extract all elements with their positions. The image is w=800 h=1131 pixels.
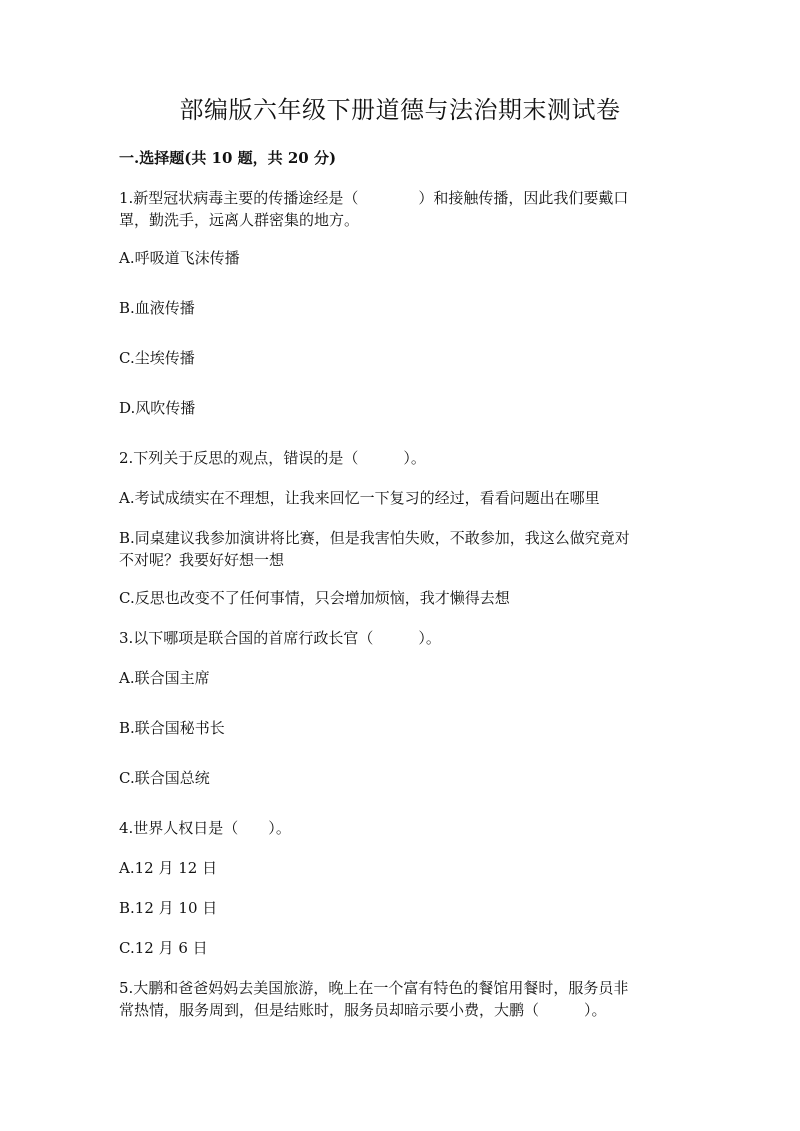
question-3-option-b: B.联合国秘书长 — [119, 719, 225, 737]
question-4-option-c: C.12 月 6 日 — [119, 939, 208, 957]
question-2-option-b-line-1: B.同桌建议我参加演讲将比赛，但是我害怕失败，不敢参加，我这么做究竟对 — [119, 529, 630, 547]
question-4-stem: 4.世界人权日是（ ）。 — [119, 819, 291, 837]
question-5-stem-line-2: 常热情，服务周到，但是结账时，服务员却暗示要小费，大鹏（ ）。 — [119, 1001, 607, 1019]
question-2-option-a: A.考试成绩实在不理想，让我来回忆一下复习的经过，看看问题出在哪里 — [119, 489, 600, 507]
question-1-option-b: B.血液传播 — [119, 299, 195, 317]
question-1-option-c: C.尘埃传播 — [119, 349, 195, 367]
question-4-option-a: A.12 月 12 日 — [119, 859, 218, 877]
question-1-option-a: A.呼吸道飞沫传播 — [119, 249, 240, 267]
question-3-option-c: C.联合国总统 — [119, 769, 210, 787]
question-1-stem-line-2: 罩，勤洗手，远离人群密集的地方。 — [119, 211, 360, 229]
page-title: 部编版六年级下册道德与法治期末测试卷 — [179, 96, 621, 124]
question-3-stem: 3.以下哪项是联合国的首席行政长官（ ）。 — [119, 629, 441, 647]
question-1-option-d: D.风吹传播 — [119, 399, 196, 417]
question-2-option-c: C.反思也改变不了任何事情，只会增加烦恼，我才懒得去想 — [119, 589, 510, 607]
question-2-option-b-line-2: 不对呢？我要好好想一想 — [119, 551, 285, 569]
question-3-option-a: A.联合国主席 — [119, 669, 210, 687]
section-heading: 一.选择题(共 10 题，共 20 分) — [119, 149, 337, 167]
question-4-option-b: B.12 月 10 日 — [119, 899, 218, 917]
question-5-stem-line-1: 5.大鹏和爸爸妈妈去美国旅游，晚上在一个富有特色的餐馆用餐时，服务员非 — [119, 979, 629, 997]
question-2-stem: 2.下列关于反思的观点，错误的是（ ）。 — [119, 449, 426, 467]
question-1-stem-line-1: 1.新型冠状病毒主要的传播途经是（ ）和接触传播，因此我们要戴口 — [119, 189, 629, 207]
